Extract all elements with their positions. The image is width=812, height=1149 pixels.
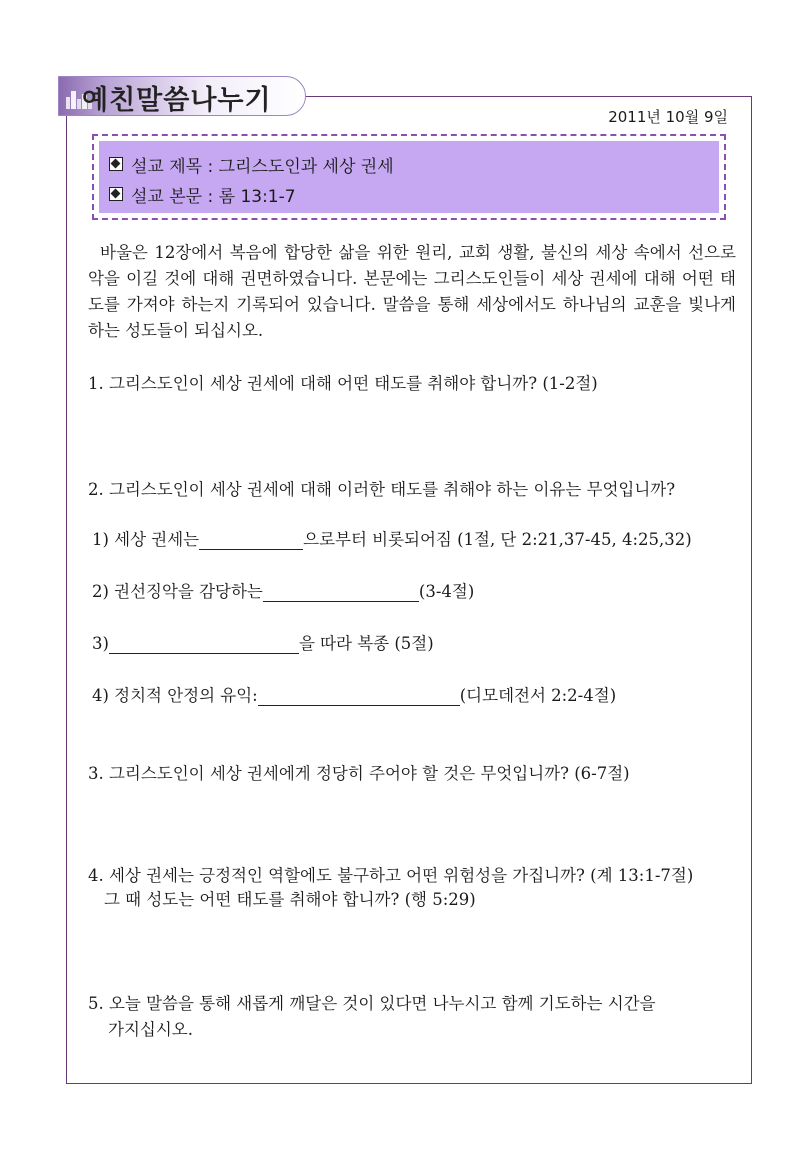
page-title: 예친말씀나누기	[82, 85, 272, 116]
diamond-bullet-icon	[109, 187, 123, 201]
sermon-info-box	[92, 134, 726, 220]
item-4-suffix: (디모데전서 2:2-4절)	[459, 686, 617, 705]
sermon-info-inner	[99, 141, 719, 213]
question-5-line-1: 5. 오늘 말씀을 통해 새롭게 깨달은 것이 있다면 나누시고 함께 기도하는 시간을	[88, 994, 656, 1013]
question-4-line-2: 그 때 성도는 어떤 태도를 취해야 합니까? (행 5:29)	[104, 890, 476, 909]
diamond-bullet-icon	[109, 157, 123, 171]
sermon-text-line	[109, 179, 719, 209]
sermon-title-line	[109, 149, 719, 179]
question-4-line-1: 4. 세상 권세는 긍정적인 역할에도 불구하고 어떤 위험성을 가집니까? (계 13:1-7절)	[88, 866, 694, 885]
item-2-suffix: (3-4절)	[418, 582, 475, 601]
question-2-item-1	[92, 526, 692, 550]
item-1-prefix: 1) 세상 권세는	[92, 530, 200, 549]
question-2: 2. 그리스도인이 세상 권세에 대해 이러한 태도를 취해야 하는 이유는 무엇입니까?	[88, 480, 676, 499]
question-1: 1. 그리스도인이 세상 권세에 대해 어떤 태도를 취해야 합니까? (1-2절)	[88, 374, 598, 393]
question-3: 3. 그리스도인이 세상 권세에게 정당히 주어야 할 것은 무엇입니까? (6-7절)	[88, 764, 630, 783]
answer-blank-4[interactable]	[258, 685, 460, 706]
sermon-text: 설교 본문 : 롬 13:1-7	[131, 186, 296, 207]
item-3-suffix: 을 따라 복종 (5절)	[298, 634, 434, 653]
top-rule	[300, 96, 752, 97]
sermon-title: 설교 제목 : 그리스도인과 세상 권세	[131, 156, 394, 177]
item-4-prefix: 4) 정치적 안정의 유익:	[92, 686, 258, 705]
question-2-item-2	[92, 578, 474, 602]
item-2-prefix: 2) 권선징악을 감당하는	[92, 582, 263, 601]
question-2-item-4	[92, 682, 616, 706]
intro-paragraph: 바울은 12장에서 복음에 합당한 삶을 위한 원리, 교회 생활, 불신의 세상 속에서 선으로 악을 이길 것에 대해 권면하였습니다. 본문에는 그리스도인들이 세상 권세에 대해 어떤 태도를 가져야 하는지 기록되어 있습니다. 말씀을 통해 세상에서도 하나님의 교훈을 빛나게 하는 성도들이 되십시오.	[88, 243, 736, 340]
question-5-line-2: 가지십시오.	[108, 1020, 193, 1039]
answer-blank-2[interactable]	[263, 581, 419, 602]
question-2-item-3	[92, 630, 434, 654]
answer-blank-3[interactable]	[109, 633, 299, 654]
item-3-prefix: 3)	[92, 634, 109, 653]
answer-blank-1[interactable]	[199, 529, 303, 550]
item-1-suffix: 으로부터 비롯되어짐 (1절, 단 2:21,37-45, 4:25,32)	[303, 530, 692, 549]
date: 2011년 10월 9일	[608, 108, 728, 126]
